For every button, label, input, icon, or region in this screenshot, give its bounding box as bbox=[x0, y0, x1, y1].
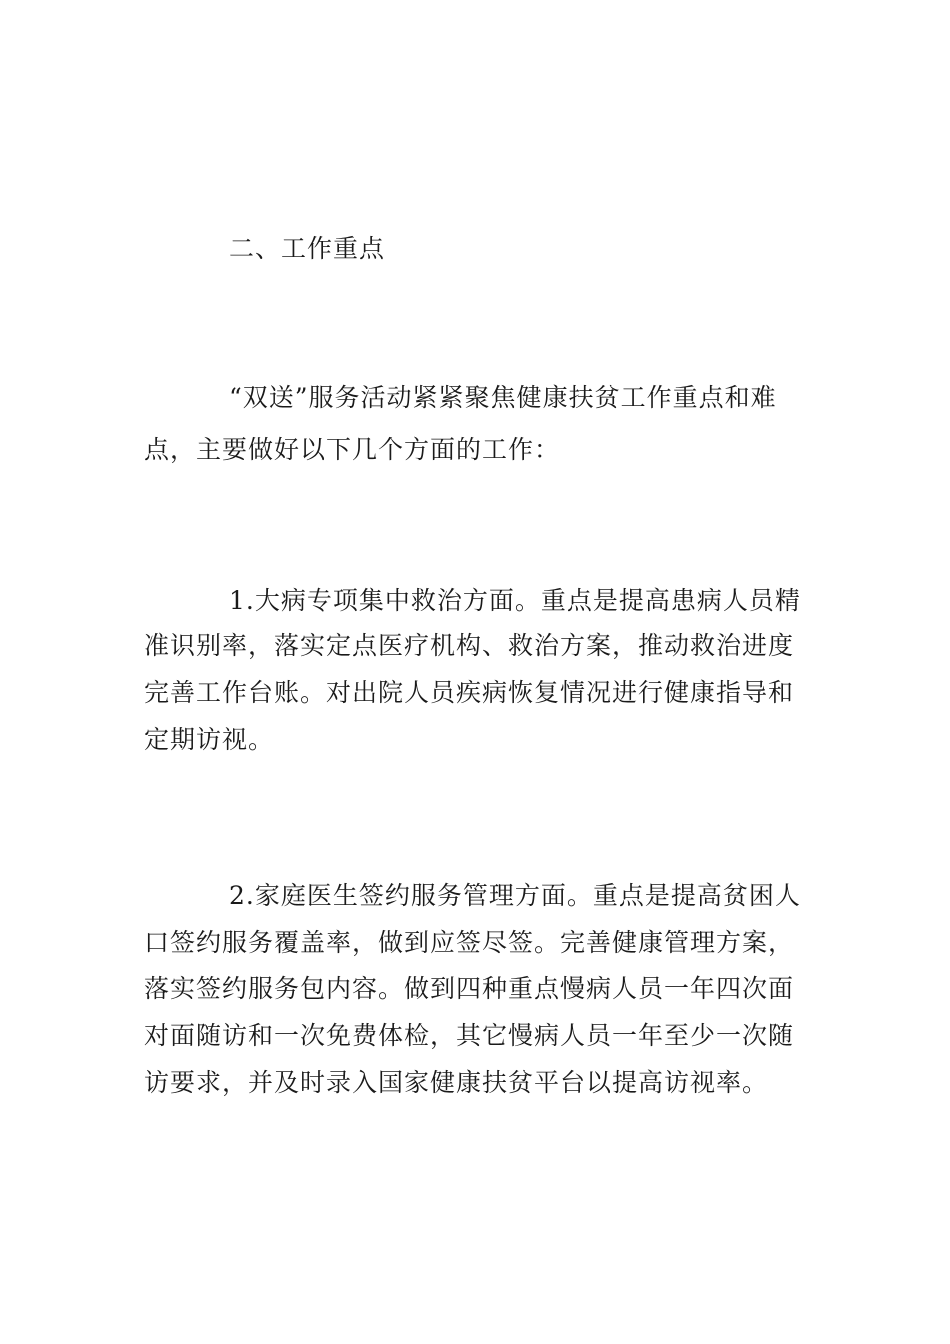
item-2-line-2: 口签约服务覆盖率，做到应签尽签。完善健康管理方案， bbox=[144, 928, 795, 957]
intro-line-2: 点，主要做好以下几个方面的工作： bbox=[144, 435, 561, 464]
item-1-line-3: 完善工作台账。对出院人员疾病恢复情况进行健康指导和 bbox=[144, 678, 795, 707]
section-heading: 二、工作重点 bbox=[229, 234, 386, 263]
item-2-line-4: 对面随访和一次免费体检，其它慢病人员一年至少一次随 bbox=[144, 1021, 795, 1050]
item-2-line-5: 访要求，并及时录入国家健康扶贫平台以提高访视率。 bbox=[144, 1068, 769, 1097]
item-1-line-4: 定期访视。 bbox=[144, 725, 275, 754]
item-2-line-1: 2.家庭医生签约服务管理方面。重点是提高贫困人 bbox=[229, 881, 801, 910]
item-1-line-2: 准识别率，落实定点医疗机构、救治方案，推动救治进度 bbox=[144, 631, 795, 660]
item-2-line-3: 落实签约服务包内容。做到四种重点慢病人员一年四次面 bbox=[144, 974, 795, 1003]
intro-line-1: “双送”服务活动紧紧聚焦健康扶贫工作重点和难 bbox=[229, 383, 777, 412]
item-1-line-1: 1.大病专项集中救治方面。重点是提高患病人员精 bbox=[229, 586, 801, 615]
